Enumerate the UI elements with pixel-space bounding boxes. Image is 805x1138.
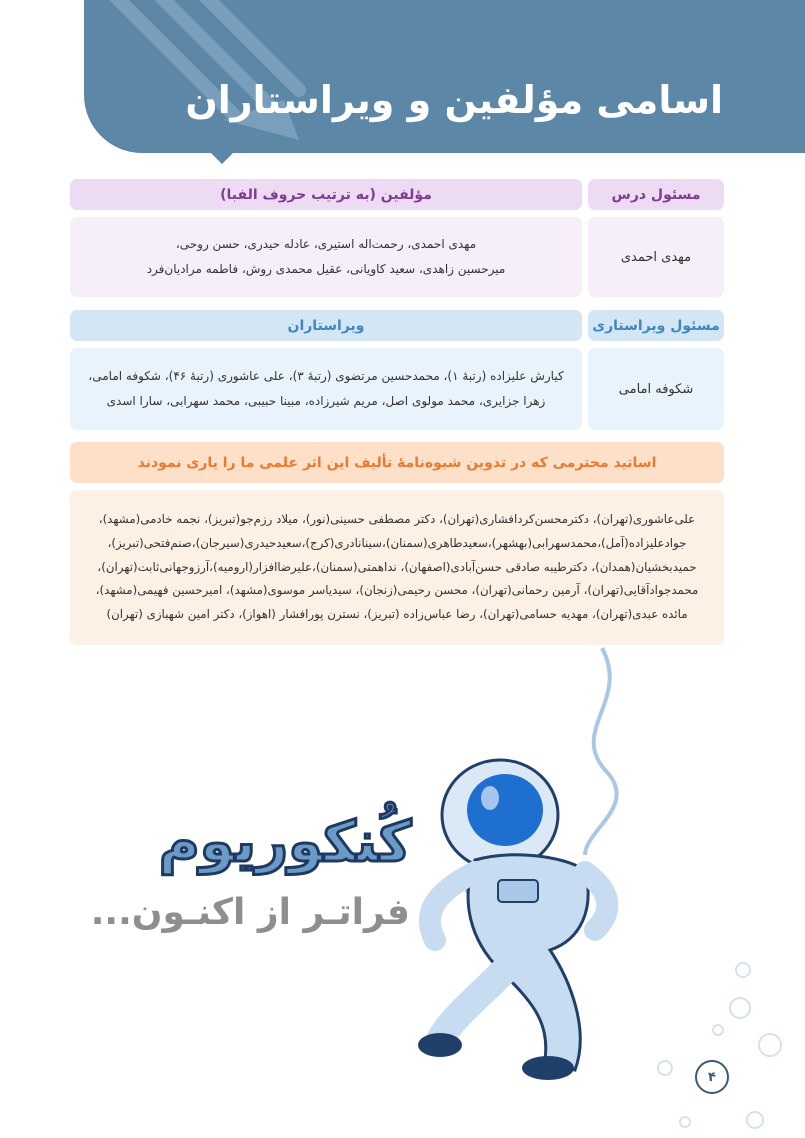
page-number: ۴ (695, 1060, 729, 1094)
teachers-line-2: جوادعلیزاده(آمل)،محمدسهرابی(بهشهر)،سعیدطاهری(سمنان)،سینانادری(کرج)،سعیدحیدری(سیرجان)،صنم‌فتحی(تبریز)، (107, 535, 687, 550)
brand-tagline: فراتـر از اکنـون... (90, 892, 410, 933)
teachers-line-4: محمدجوادآقایی(تهران)، آرمین رحمانی(تهران)، محسن رحیمی(زنجان)، سیدیاسر موسوی(مشهد)، امیرحسین فهیمی(مشهد)، (95, 583, 699, 598)
brand-logo: کُنکوریوم (158, 810, 412, 875)
authors-line-2: میرحسین زاهدی، سعید کاویانی، عقیل محمدی روش، فاطمه مرادیان‌فرد (146, 262, 506, 276)
editors-header: ویراستاران (70, 310, 582, 341)
authors-list (70, 217, 582, 297)
teachers-line-1: علی‌عاشوری(تهران)، دکترمحسن‌کردافشاری(تهران)، دکتر مصطفی حسینی(نور)، میلاد رزم‌جو(تبریز)، نجمه خادمی(مشهد)، (98, 512, 696, 526)
editors-side-header: مسئول ویراستاری (588, 310, 724, 341)
authors-line-1: مهدی احمدی، رحمت‌اله استیری، عادله حیدری، حسن روحی، (175, 237, 477, 251)
teachers-line-3: حمیدبخشیان(همدان)، دکترطیبه صادقی حسن‌آبادی(اصفهان)، نداهمتی(سمنان)،علیرضاافزار(ارومیه)،آرزوجهانی‌ثابت(تهران)، (97, 559, 697, 574)
authors-side-header: مسئول درس (588, 179, 724, 210)
teachers-line-5: مائده عبدی(تهران)، مهدیه حسامی(تهران)، رضا عباس‌زاده (تبریز)، نسترن پورافشار (اهواز)، دکتر امین شهبازی (تهران) (106, 607, 688, 622)
pencil-decoration-icon (84, 0, 344, 153)
editors-list (70, 348, 582, 430)
banner-pointer (208, 150, 236, 164)
page-title: اسامی مؤلفین و ویراستاران (185, 78, 723, 122)
authors-header: مؤلفین (به ترتیب حروف الفبا) (70, 179, 582, 210)
bubbles-decoration-icon (650, 950, 805, 1138)
teachers-list (70, 490, 724, 645)
authors-lead: مهدی احمدی (588, 217, 724, 297)
editors-lead: شکوفه امامی (588, 348, 724, 430)
editors-line-1: کیارش علیزاده (رتبهٔ ۱)، محمدحسین مرتضوی (رتبهٔ ۳)، علی عاشوری (رتبهٔ ۴۶)، شکوفه امامی، (88, 369, 564, 383)
editors-line-2: زهرا جزایری، محمد مولوی اصل، مریم شیرزاده، مبینا حبیبی، محمد سهرابی، سارا اسدی (106, 394, 546, 408)
teachers-header: اساتید محترمی که در تدوین شیوه‌نامهٔ تألیف این اثر علمی ما را یاری نمودند (70, 442, 724, 483)
header-banner (84, 0, 805, 153)
